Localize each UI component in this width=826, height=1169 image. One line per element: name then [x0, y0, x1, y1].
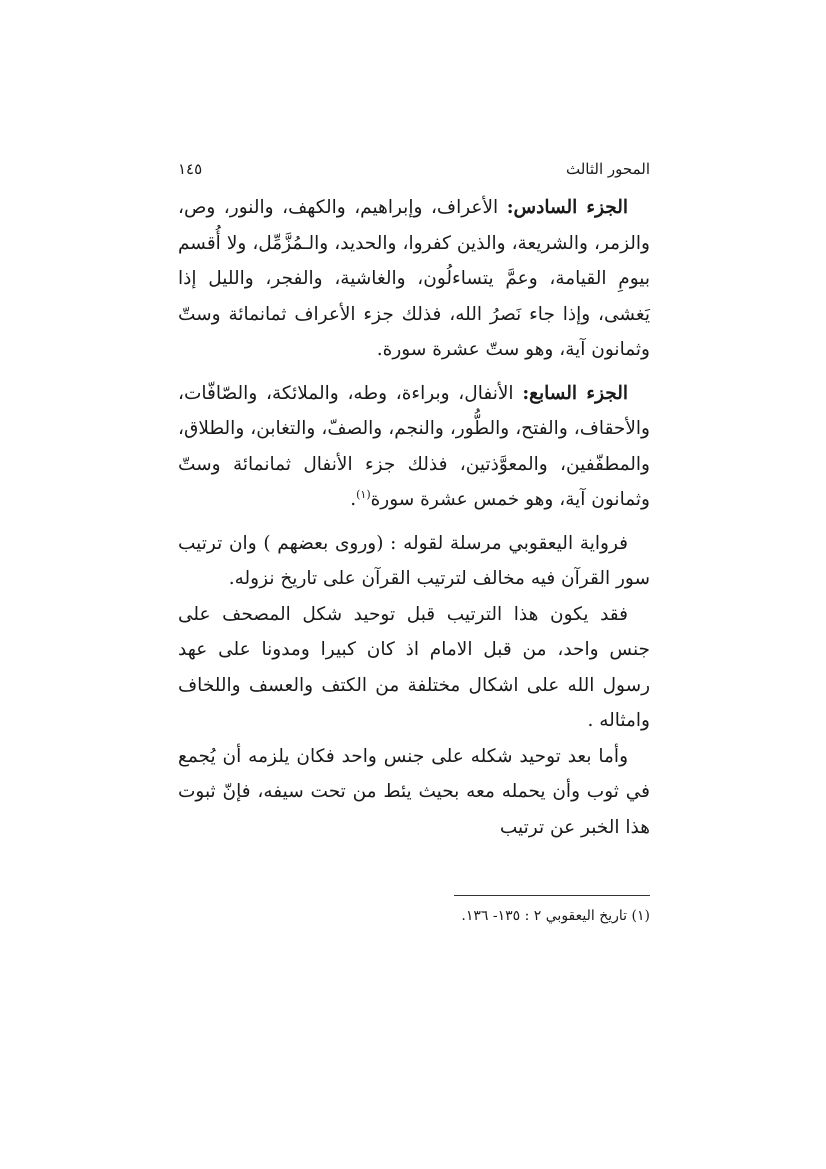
part-six-heading: الجزء السادس:	[506, 197, 628, 218]
part-six-text: الأعراف، وإبراهيم، والكهف، والنور، وص، والزمر، والشريعة، والذين كفروا، والحديد، والـمُزَّمِّل، ولا أُقسم بيومِ القيامة، وعمَّ يتساءلُون، والغاشية، والفجر، والليل إذا يَغشى، وإذا جاء نَصرُ الله، فذلك جزء الأعراف ثمانمائة وستّ وثمانون آية، وهو ستّ عشرة سورة.	[178, 197, 650, 360]
part-seven-end: .	[350, 489, 357, 510]
footnote-reference: (١)	[356, 487, 371, 501]
paragraph-part-seven	[178, 376, 650, 518]
paragraph-ordering-before-unification: فقد يكون هذا الترتيب قبل توحيد شكل المصحف على جنس واحد، من قبل الامام اذ كان كبيرا ومدونا على عهد رسول الله على اشكال مختلفة من الكتف والعسف واللخاف وامثاله .	[178, 603, 650, 731]
page-number: ١٤٥	[178, 160, 203, 178]
footnote-area	[454, 895, 650, 924]
footnote-divider	[454, 895, 650, 896]
chapter-title: المحور الثالث	[566, 160, 650, 178]
paragraph-after-unification: وأما بعد توحيد شكله على جنس واحد فكان يلزمه أن يُجمع في ثوب وأن يحمله معه بحيث يئط من تحت سيفه، فإنّ ثبوت هذا الخبر عن ترتيب	[178, 745, 650, 838]
body-text	[178, 190, 650, 845]
footnote-text: (١) تاريخ اليعقوبي ٢ : ١٣٥- ١٣٦.	[461, 908, 650, 924]
part-seven-text: الأنفال، وبراءة، وطه، والملائكة، والصّافّات، والأحقاف، والفتح، والطُّور، والنجم، والصفّ، والتغابن، والطلاق، والمطفّفين، والمعوَّذتين، فذلك جزء الأنفال ثمانمائة وستّ وثمانون آية، وهو خمس عشرة سورة	[178, 382, 650, 510]
part-seven-heading: الجزء السابع:	[522, 382, 628, 404]
paragraph-part-six	[178, 190, 650, 368]
paragraph-yaqubi-narration: فرواية اليعقوبي مرسلة لقوله : (وروى بعضهم ) وان ترتيب سور القرآن فيه مخالف لترتيب القرآن على تاريخ نزوله.	[178, 532, 650, 589]
page-content	[178, 160, 650, 845]
running-header	[178, 160, 650, 190]
